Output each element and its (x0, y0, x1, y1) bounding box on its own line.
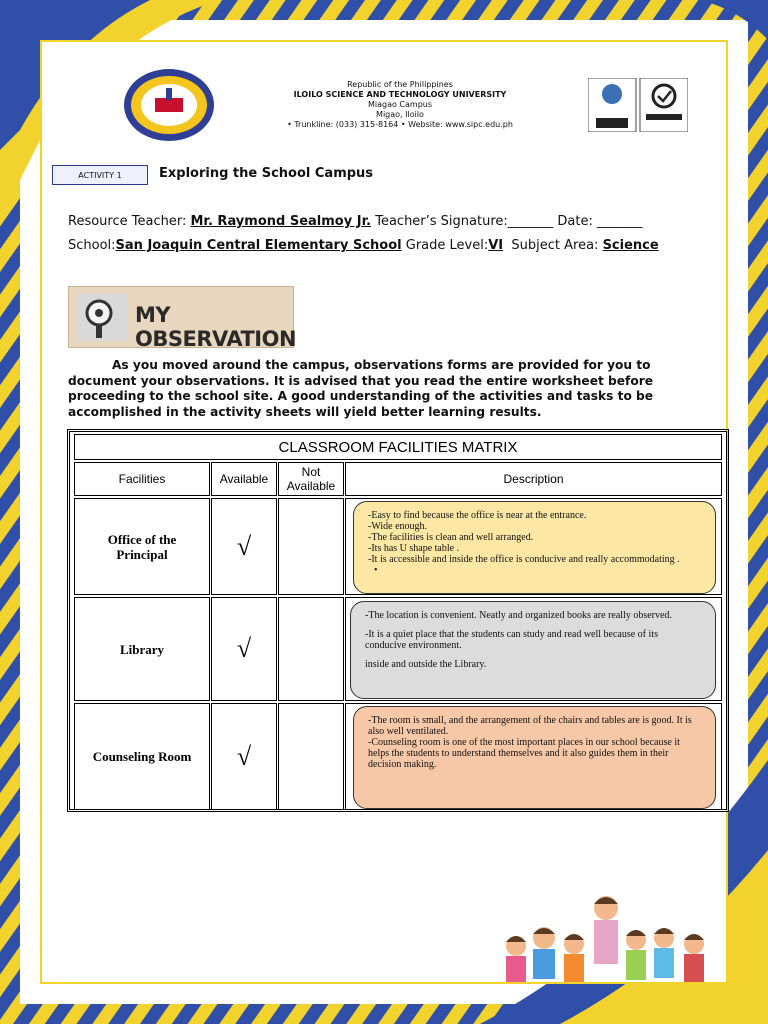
facility-library: Library (74, 597, 210, 701)
university-name: ILOILO SCIENCE AND TECHNOLOGY UNIVERSITY (293, 90, 507, 99)
subject-value: Science (602, 238, 659, 253)
facility-counseling-room: Counseling Room (74, 703, 210, 810)
desc-line: -It is accessible and inside the office is conducive and really accommodating . (368, 554, 680, 565)
grade-label: Grade Level: (405, 238, 489, 253)
header-facilities: Facilities (74, 462, 210, 496)
grade-value: VI (488, 238, 504, 253)
university-header (240, 80, 560, 130)
banner-text: MY OBSERVATION (135, 303, 297, 351)
facilities-matrix-table (67, 429, 729, 812)
available-check-3: √ (211, 703, 277, 810)
republic-line: Republic of the Philippines (347, 80, 453, 89)
header-available: Available (211, 462, 277, 496)
activity-badge: ACTIVITY 1 (52, 165, 148, 185)
signature-date-label: Teacher’s Signature:_______ Date: _______ (375, 214, 643, 229)
not-available-cell-1 (278, 498, 344, 595)
activity-title: Exploring the School Campus (159, 166, 374, 181)
intro-paragraph (68, 358, 680, 420)
desc-line: inside and outside the Library. (365, 659, 487, 670)
header-not-available (278, 462, 344, 496)
available-check-2: √ (211, 597, 277, 701)
description-box-2 (350, 601, 716, 699)
school-name: San Joaquin Central Elementary School (115, 238, 402, 253)
school-label: School: (68, 238, 116, 253)
bullet-mark: • (374, 565, 378, 576)
desc-line: -Wide enough. (368, 521, 428, 532)
desc-line: -Counseling room is one of the most important places in our school because it helps the students to understand themselves and it also guides them in their decision making. (368, 737, 680, 770)
not-available-cell-3 (278, 703, 344, 810)
school-info-line (68, 238, 659, 253)
facility-name-line1: Office of the (107, 531, 177, 547)
desc-line: -It is a quiet place that the students can study and read well because of its conducive environment. (365, 629, 658, 651)
desc-line: -The facilities is clean and well arranged. (368, 532, 534, 543)
description-box-3 (353, 706, 716, 809)
header-not-available-line2: Available (286, 479, 336, 493)
not-available-cell-2 (278, 597, 344, 701)
teacher-name: Mr. Raymond Sealmoy Jr. (190, 214, 372, 229)
campus-line: Miagao Campus (367, 100, 433, 109)
location-line: Migao, Iloilo (376, 110, 424, 119)
intro-text: As you moved around the campus, observations forms are provided for you to document your observations. It is advised that you read the entire worksheet before proceeding to the school site. A good understanding of the activities and tasks to be accomplished in the activity sheets will yield better learning results. (68, 358, 654, 419)
subject-label: Subject Area: (511, 238, 599, 253)
teacher-info-line (68, 214, 643, 229)
desc-line: -Easy to find because the office is near at the entrance. (368, 510, 587, 521)
desc-line: -The room is small, and the arrangement of the chairs and tables are is good. It is also well ventilated. (368, 715, 692, 737)
available-check-1: √ (211, 498, 277, 595)
my-observation-banner (68, 286, 297, 351)
facility-office-principal (74, 498, 210, 595)
contact-line: • Trunkline: (033) 315-8164 • Website: www.sipc.edu.ph (287, 120, 513, 129)
children-illustration (498, 888, 720, 986)
university-seal-logo (122, 68, 216, 142)
facility-name-line2: Principal (116, 546, 168, 562)
certification-logos (588, 78, 688, 132)
description-box-1 (353, 501, 716, 594)
header-not-available-line1: Not (301, 465, 321, 479)
table-title: CLASSROOM FACILITIES MATRIX (74, 434, 722, 460)
desc-line: -The location is convenient. Neatly and organized books are really observed. (365, 610, 672, 621)
teacher-label: Resource Teacher: (68, 214, 187, 229)
magnifier-eye-icon (77, 293, 127, 341)
desc-line: -Its has U shape table . (368, 543, 460, 554)
header-description: Description (345, 462, 722, 496)
